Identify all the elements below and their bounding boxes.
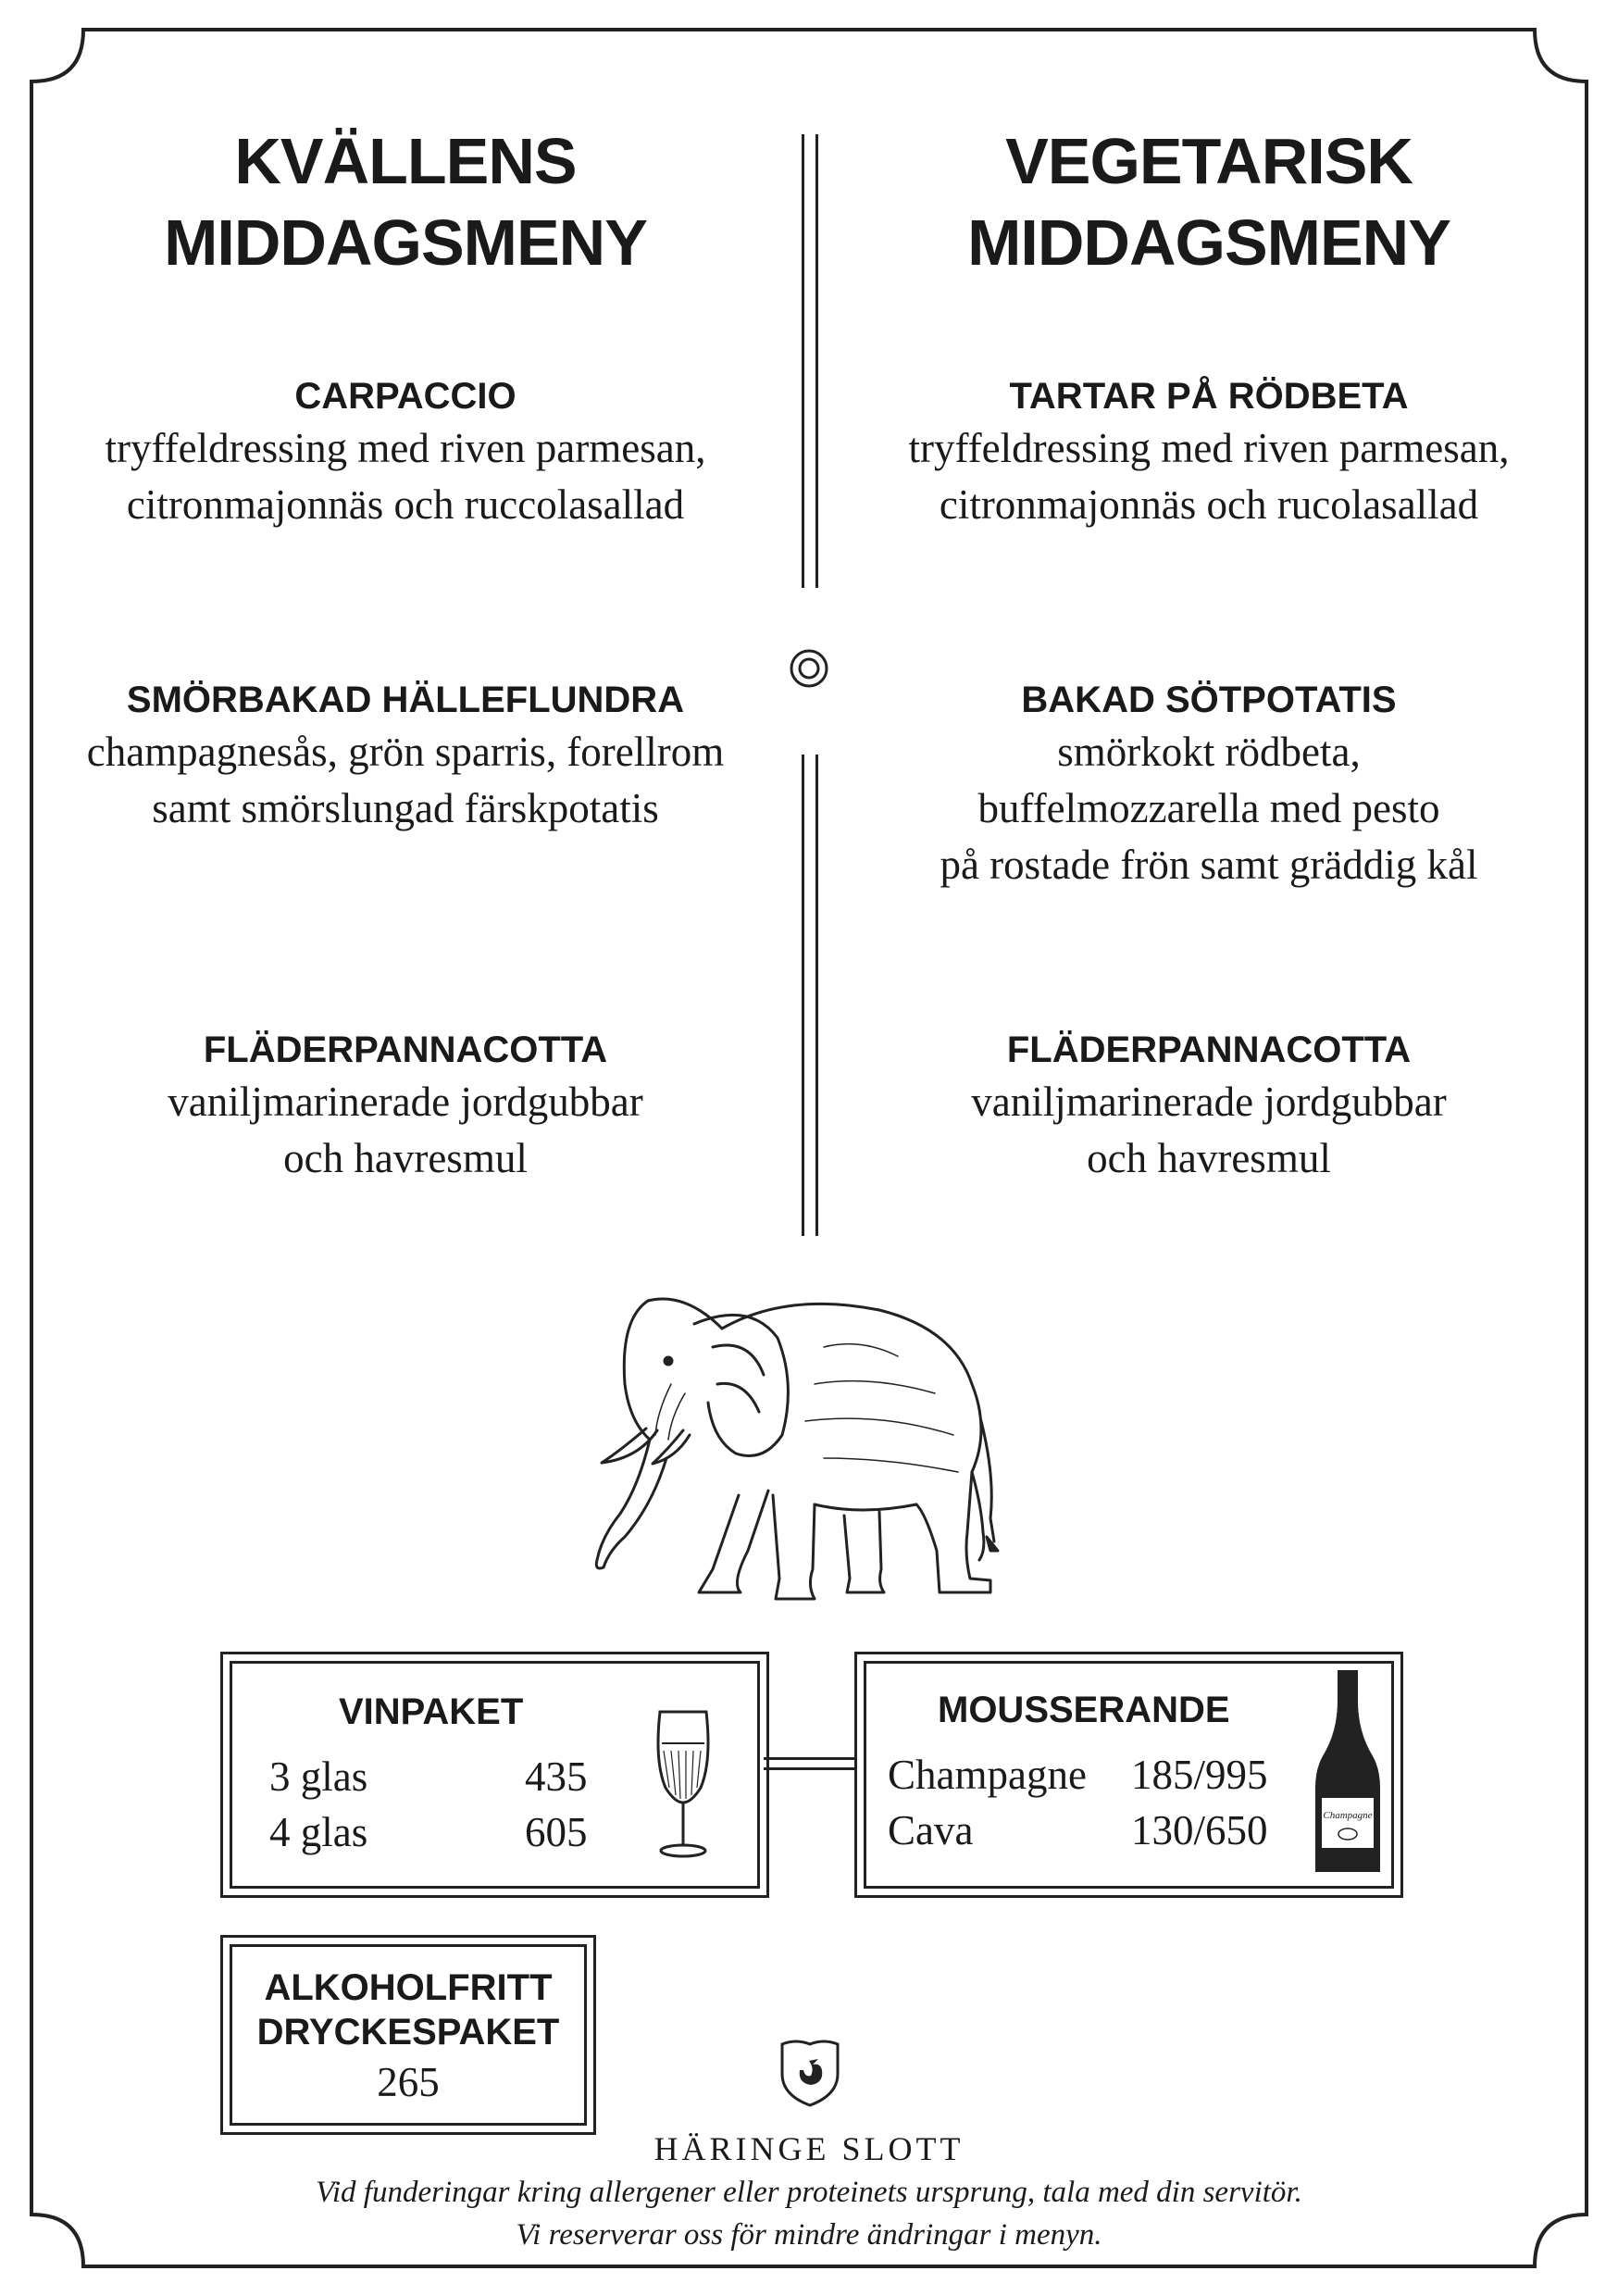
wine-row-price: 605 [525,1809,588,1855]
course-main [811,676,1607,893]
menu-right-heading [811,120,1607,283]
non-alcoholic-box [220,1935,596,2135]
course-desc: samt smörslungad färskpotatis [152,785,659,831]
wine-glass-icon [651,1706,716,1864]
course-desc: citronmajonnäs och ruccolasallad [126,481,685,528]
center-divider-bottom [802,755,818,1236]
course-desc: på rostade frön samt gräddig kål [940,842,1478,888]
footer-reservation-note: Vi reserverar oss för mindre ändringar i menyn. [516,2218,1102,2252]
course-desc: citronmajonnäs och rucolasallad [939,481,1479,528]
non-alcoholic-title: DRYCKESPAKET [256,2012,560,2053]
center-divider-top [802,134,818,588]
sparkling-row-price: 185/995 [1131,1752,1268,1798]
course-desc: smörkokt rödbeta, [1057,729,1361,775]
course-main [7,676,803,837]
heading-line: MIDDAGSMENY [164,206,647,279]
brand-name: HÄRINGE SLOTT [653,2130,965,2167]
bottle-label-text: Champagne [1323,1810,1373,1821]
course-name: BAKAD SÖTPOTATIS [1021,680,1397,720]
sparkling-title: MOUSSERANDE [938,1690,1230,1730]
course-desc: och havresmul [1087,1135,1331,1181]
course-name: FLÄDERPANNACOTTA [203,1029,608,1070]
course-name: FLÄDERPANNACOTTA [1006,1029,1412,1070]
course-dessert [7,1026,803,1187]
sparkling-row-price: 130/650 [1131,1807,1268,1853]
course-name: TARTAR PÅ RÖDBETA [1009,376,1409,417]
heading-line: VEGETARISK [1005,125,1413,197]
course-desc: och havresmul [283,1135,528,1181]
course-desc: vaniljmarinerade jordgubbar [971,1079,1447,1125]
sparkling-row-label: Champagne [888,1752,1087,1798]
circle-ornament-icon [789,648,829,689]
sparkling-box [854,1652,1403,1898]
sparkling-row-label: Cava [888,1807,974,1853]
non-alcoholic-price: 265 [377,2059,440,2105]
footer-allergen-note: Vid funderingar kring allergener eller proteinets ursprung, tala med din servitör. [316,2176,1302,2209]
course-name: SMÖRBAKAD HÄLLEFLUNDRA [126,680,685,720]
wine-row-label: 3 glas [269,1753,368,1800]
elephant-illustration [583,1273,1018,1616]
course-desc: tryffeldressing med riven parmesan, [105,425,706,471]
wine-package-box [220,1652,769,1898]
wine-package-title: VINPAKET [339,1691,524,1732]
box-connector [764,1757,854,1770]
non-alcoholic-title: ALKOHOLFRITT [264,1967,553,2008]
course-desc: buffelmozzarella med pesto [977,785,1440,831]
heading-line: KVÄLLENS [234,125,577,197]
champagne-bottle-icon [1311,1667,1385,1878]
course-starter [7,372,803,533]
course-desc: vaniljmarinerade jordgubbar [168,1079,643,1125]
haringe-shield-logo [778,2035,842,2109]
course-desc: champagnesås, grön sparris, forellrom [86,729,725,775]
menu-left-heading [7,120,803,283]
menu-right [811,120,1607,1231]
wine-row-label: 4 glas [269,1809,368,1855]
course-starter [811,372,1607,533]
heading-line: MIDDAGSMENY [967,206,1450,279]
wine-row-price: 435 [525,1753,588,1800]
course-dessert [811,1026,1607,1187]
non-alcoholic-content [223,1965,593,2110]
course-desc: tryffeldressing med riven parmesan, [908,425,1510,471]
course-name: CARPACCIO [294,376,517,417]
menu-left [7,120,803,1231]
